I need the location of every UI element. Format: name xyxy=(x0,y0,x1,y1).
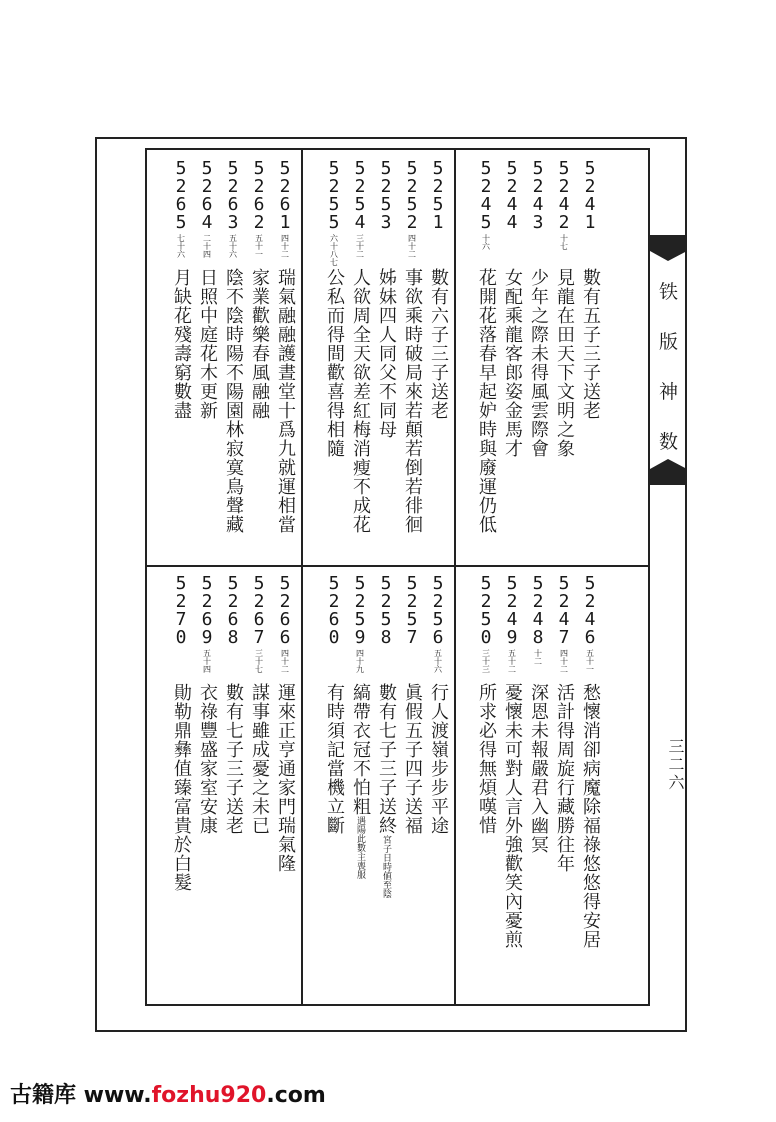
entry-number: 5 2 7 0 xyxy=(175,573,187,648)
entry-text: 愁懷消卻病魔除福祿悠悠得安居 xyxy=(580,683,601,949)
entry-text: 運來正亨通家門瑞氣隆 xyxy=(275,683,296,873)
entry-number: 5 2 4 7 xyxy=(558,573,570,648)
entry-column xyxy=(272,575,298,873)
entry-mark: 四十二 xyxy=(407,234,417,258)
entry-column xyxy=(220,575,246,835)
entry-number: 5 2 4 9 xyxy=(506,573,518,648)
entry-mark: 三十二 xyxy=(355,234,365,258)
entry-number: 5 2 6 9 xyxy=(201,573,213,648)
divider-2 xyxy=(454,148,456,1006)
entry-column xyxy=(499,575,525,949)
entry-number: 5 2 6 3 xyxy=(227,158,239,233)
entry-column xyxy=(425,160,451,420)
entry-number: 5 2 6 5 xyxy=(175,158,187,233)
entry-text: 數有七子三子送老 xyxy=(223,683,244,835)
entry-text: 衣祿豐盛家室安康 xyxy=(197,683,218,835)
entry-column xyxy=(220,160,246,534)
entry-text: 活計得周旋行藏勝往年 xyxy=(554,683,575,873)
entry-number: 5 2 5 3 xyxy=(380,158,392,233)
entry-text: 事欲乘時破局來若顛若倒若徘徊 xyxy=(402,268,423,534)
entry-number: 5 2 4 8 xyxy=(532,573,544,648)
entry-number: 5 2 5 9 xyxy=(354,573,366,648)
entry-mark: 十二 xyxy=(533,649,543,665)
entry-text: 陰不陰時陽不陽園林寂寞鳥聲藏 xyxy=(223,268,244,534)
entry-number: 5 2 4 1 xyxy=(584,158,596,233)
title-char-4: 数 xyxy=(658,431,678,453)
title-char-1: 铁 xyxy=(658,281,678,303)
entry-note: 遇陽此數主喪服 xyxy=(355,816,365,879)
entry-column xyxy=(525,160,551,458)
entry-number: 5 2 5 8 xyxy=(380,573,392,648)
entry-column xyxy=(399,575,425,835)
entry-number: 5 2 4 3 xyxy=(532,158,544,233)
entry-number: 5 2 6 1 xyxy=(279,158,291,233)
entry-column xyxy=(551,575,577,873)
entry-column xyxy=(425,575,451,835)
entry-column xyxy=(168,575,194,892)
entry-column xyxy=(399,160,425,534)
entry-mark: 五十一 xyxy=(585,649,595,673)
banner-top-ornament xyxy=(650,237,687,261)
entry-mark: 五十六 xyxy=(228,234,238,258)
mid-divider xyxy=(145,565,650,567)
banner-bottom-ornament xyxy=(650,459,687,483)
entry-mark: 三十三 xyxy=(481,649,491,673)
entry-mark: 五十二 xyxy=(507,649,517,673)
entry-column xyxy=(577,575,603,949)
entry-text: 數有五子三子送老 xyxy=(580,268,601,420)
title-char-2: 版 xyxy=(658,331,678,353)
entry-text: 見龍在田天下文明之象 xyxy=(554,268,575,458)
entry-column xyxy=(373,160,399,439)
title-banner xyxy=(650,235,687,485)
entry-mark: 四十二 xyxy=(280,234,290,258)
entry-text: 月缺花殘壽窮數盡 xyxy=(171,268,192,420)
watermark: 古籍库 www.fozhu920.com xyxy=(10,1083,326,1108)
entry-text: 謀事雖成憂之未已 xyxy=(249,683,270,835)
entry-mark: 五十一 xyxy=(254,234,264,258)
entry-text: 勛勒鼎彝值臻富貴於白髮 xyxy=(171,683,192,892)
entry-mark: 六十八七 xyxy=(329,234,339,266)
entry-text: 公私而得間歡喜得相隨 xyxy=(324,268,345,458)
entry-number: 5 2 5 2 xyxy=(406,158,418,233)
entry-number: 5 2 4 6 xyxy=(584,573,596,648)
entry-mark: 四十九 xyxy=(355,649,365,673)
entry-column xyxy=(246,575,272,835)
entry-text: 人欲周全天欲差紅梅消瘦不成花 xyxy=(350,268,371,534)
entry-column xyxy=(168,160,194,420)
entry-text: 行人渡嶺步步平途 xyxy=(428,683,449,835)
entry-number: 5 2 6 7 xyxy=(253,573,265,648)
entry-mark: 五十四 xyxy=(202,649,212,673)
entry-number: 5 2 4 2 xyxy=(558,158,570,233)
entry-mark: 七十六 xyxy=(176,234,186,258)
entry-mark: 四十二 xyxy=(559,649,569,673)
entry-text: 所求必得無煩嘆惜 xyxy=(476,683,497,835)
entry-mark: 五十六 xyxy=(433,649,443,673)
entry-number: 5 2 5 0 xyxy=(480,573,492,648)
entry-number: 5 2 4 4 xyxy=(506,158,518,233)
entry-note: 宮子日時値至陰 xyxy=(381,835,391,898)
entry-mark: 十六 xyxy=(481,234,491,250)
entry-number: 5 2 6 6 xyxy=(279,573,291,648)
entry-column xyxy=(246,160,272,420)
entry-column xyxy=(373,575,399,898)
entry-column xyxy=(321,575,347,835)
entry-text: 數有六子三子送老 xyxy=(428,268,449,420)
entry-number: 5 2 6 8 xyxy=(227,573,239,648)
entry-column xyxy=(347,575,373,879)
entry-text: 女配乘龍客郎姿金馬才 xyxy=(502,268,523,458)
entry-text: 少年之際未得風雲際會 xyxy=(528,268,549,458)
entry-text: 眞假五子四子送福 xyxy=(402,683,423,835)
entry-text: 花開花落春早起妒時與廢運仍低 xyxy=(476,268,497,534)
entry-number: 5 2 5 1 xyxy=(432,158,444,233)
entry-column xyxy=(577,160,603,420)
entry-mark: 三十七 xyxy=(254,649,264,673)
entry-text: 瑞氣融融護晝堂十爲九就運相當 xyxy=(275,268,296,534)
entry-text: 姊妹四人同父不同母 xyxy=(376,268,397,439)
divider-1 xyxy=(301,148,303,1006)
entry-text: 憂懷未可對人言外強歡笑內憂煎 xyxy=(502,683,523,949)
entry-column xyxy=(525,575,551,854)
entry-column xyxy=(194,575,220,835)
entry-number: 5 2 6 2 xyxy=(253,158,265,233)
entry-text: 有時須記當機立斷 xyxy=(324,683,345,835)
entry-number: 5 2 6 0 xyxy=(328,573,340,648)
entry-text: 深恩未報嚴君入幽冥 xyxy=(528,683,549,854)
entry-number: 5 2 5 6 xyxy=(432,573,444,648)
page-number: 三二六 xyxy=(666,738,685,792)
entry-text: 家業歡樂春風融融 xyxy=(249,268,270,420)
entry-number: 5 2 5 7 xyxy=(406,573,418,648)
entry-mark: 十七 xyxy=(559,234,569,250)
entry-text: 數有七子三子送終 xyxy=(376,683,397,835)
entry-column xyxy=(499,160,525,458)
entry-column xyxy=(473,160,499,534)
title-char-3: 神 xyxy=(658,381,678,403)
entry-mark: 四十二 xyxy=(280,649,290,673)
entry-number: 5 2 6 4 xyxy=(201,158,213,233)
entry-text: 縞帶衣冠不怕粗 xyxy=(350,683,371,816)
entry-column xyxy=(321,160,347,458)
entry-number: 5 2 5 5 xyxy=(328,158,340,233)
entry-number: 5 2 4 5 xyxy=(480,158,492,233)
entry-column xyxy=(272,160,298,534)
entry-mark: 二十四 xyxy=(202,234,212,258)
entry-column xyxy=(194,160,220,420)
entry-column xyxy=(473,575,499,835)
entry-number: 5 2 5 4 xyxy=(354,158,366,233)
entry-text: 日照中庭花木更新 xyxy=(197,268,218,420)
entry-column xyxy=(347,160,373,534)
entry-column xyxy=(551,160,577,458)
